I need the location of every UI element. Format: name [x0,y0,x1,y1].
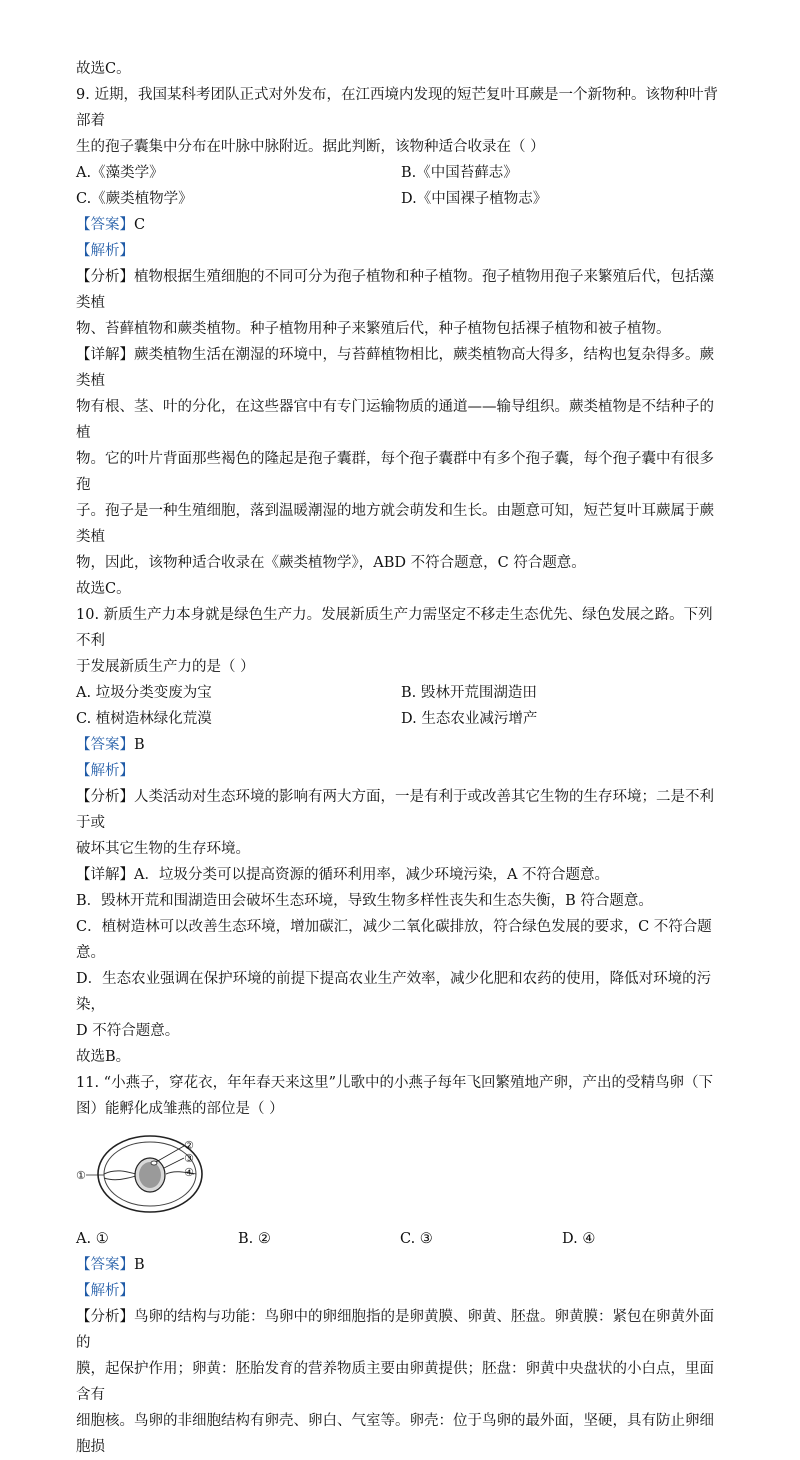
xiangjie-text: 物。它的叶片背面那些褐色的隆起是孢子囊群，每个孢子囊群中有多个孢子囊，每个孢子囊中有很多孢 [76,451,714,493]
conclusion-line: 故选C。 [76,581,131,597]
label-4: ④ [184,1166,194,1179]
option-b: B. 毁林开荒围湖造田 [401,685,537,701]
text-line: 故选C。 [76,61,131,77]
fenxi-tag: 【分析】 [76,789,134,805]
option-d: D.《中国裸子植物志》 [401,191,548,207]
fenxi-text: 人类活动对生态环境的影响有两大方面，一是有利于或改善其它生物的生存环境；二是不利于或 [76,789,714,831]
answer-line [76,732,726,758]
chalaza-left [104,1171,136,1174]
xiangjie-text: B．毁林开荒和围湖造田会破坏生态环境，导致生物多样性丧失和生态失衡，B 符合题意。 [76,893,653,909]
question-11-stem: 图）能孵化成雏燕的部位是（ ） [76,1101,284,1117]
option-c: C. 植树造林绿化荒漠 [76,711,212,727]
xiangjie-line [76,862,726,888]
fenxi-text: 破坏其它生物的生存环境。 [76,841,250,857]
xiangjie-text: D 不符合题意。 [76,1023,180,1039]
question-11-options [76,1226,726,1252]
answer-value: B [134,1257,145,1273]
question-10-options [76,680,726,732]
fenxi-text: 细胞核。鸟卵的非细胞结构有卵壳、卵白、气室等。卵壳：位于鸟卵的最外面，坚硬，具有防止卵细胞损 [76,1413,714,1455]
question-9-stem: 9. 近期，我国某科考团队正式对外发布，在江西境内发现的短芒复叶耳蕨是一个新物种。该物种叶背部着 [76,87,718,129]
option-a: A. 垃圾分类变废为宝 [76,685,212,701]
jiexi-tag: 【解析】 [76,1283,134,1299]
xiangjie-tag: 【详解】 [76,867,134,883]
fenxi-line [76,264,726,316]
option-b: B.《中国苔藓志》 [401,165,518,181]
xiangjie-text: 蕨类植物生活在潮湿的环境中，与苔藓植物相比，蕨类植物高大得多，结构也复杂得多。蕨类植 [76,347,714,389]
label-2: ② [184,1139,194,1152]
bird-egg-figure [76,1128,726,1220]
fenxi-tag: 【分析】 [76,1309,134,1325]
chalaza-left-2 [104,1176,136,1180]
answer-tag: 【答案】 [76,1257,134,1273]
question-9-stem: 生的孢子囊集中分布在叶脉中脉附近。据此判断，该物种适合收录在（ ） [76,139,545,155]
label-3: ③ [184,1152,194,1165]
jiexi-tag: 【解析】 [76,243,134,259]
answer-value: B [134,737,145,753]
option-d: D. 生态农业减污增产 [401,711,538,727]
xiangjie-text: 物有根、茎、叶的分化，在这些器官中有专门运输物质的通道——输导组织。蕨类植物是不结种子的植 [76,399,714,441]
answer-line [76,1252,726,1278]
document-content [76,56,726,1460]
jiexi-tag: 【解析】 [76,763,134,779]
option-a: A.《藻类学》 [76,165,164,181]
answer-tag: 【答案】 [76,737,134,753]
fenxi-tag: 【分析】 [76,269,134,285]
xiangjie-line [76,342,726,394]
question-11-stem: 11. “小燕子，穿花衣，年年春天来这里”儿歌中的小燕子每年飞回繁殖地产卵，产出的受精鸟卵（下 [76,1075,713,1091]
fenxi-line [76,1304,726,1356]
fenxi-text: 物、苔藓植物和蕨类植物。种子植物用种子来繁殖后代，种子植物包括裸子植物和被子植物。 [76,321,671,337]
option-a: A. ① [76,1231,109,1247]
option-c: C.《蕨类植物学》 [76,191,193,207]
fenxi-text: 植物根据生殖细胞的不同可分为孢子植物和种子植物。孢子植物用孢子来繁殖后代，包括藻类植 [76,269,714,311]
xiangjie-tag: 【详解】 [76,347,134,363]
xiangjie-text: 子。孢子是一种生殖细胞，落到温暖潮湿的地方就会萌发和生长。由题意可知，短芒复叶耳蕨属于蕨类植 [76,503,714,545]
fenxi-text: 膜，起保护作用；卵黄：胚胎发育的营养物质主要由卵黄提供；胚盘：卵黄中央盘状的小白点，里面含有 [76,1361,714,1403]
answer-value: C [134,217,146,233]
question-10-stem: 于发展新质生产力的是（ ） [76,659,255,675]
option-d: D. ④ [562,1231,596,1247]
xiangjie-text: D．生态农业强调在保护环境的前提下提高农业生产效率，减少化肥和农药的使用，降低对环境的污染， [76,971,712,1013]
answer-tag: 【答案】 [76,217,134,233]
question-9-options [76,160,726,212]
bird-egg-diagram [76,1128,216,1220]
xiangjie-text: C．植树造林可以改善生态环境，增加碳汇，减少二氧化碳排放，符合绿色发展的要求，C 不符合题意。 [76,919,712,961]
xiangjie-text: 物，因此，该物种适合收录在《蕨类植物学》，ABD 不符合题意，C 符合题意。 [76,555,586,571]
leader-line-3 [164,1158,184,1168]
option-b: B. ② [238,1231,271,1247]
conclusion-line: 故选B。 [76,1049,131,1065]
yolk-inner [139,1162,161,1188]
leader-line-2 [156,1146,184,1162]
label-1: ① [76,1169,86,1182]
option-c: C. ③ [400,1231,433,1247]
answer-line [76,212,726,238]
xiangjie-text: A．垃圾分类可以提高资源的循环利用率，减少环境污染，A 不符合题意。 [134,867,610,883]
question-10-stem: 10. 新质生产力本身就是绿色生产力。发展新质生产力需坚定不移走生态优先、绿色发展之路。下列不利 [76,607,713,649]
fenxi-line [76,784,726,836]
fenxi-text: 鸟卵的结构与功能：鸟卵中的卵细胞指的是卵黄膜、卵黄、胚盘。卵黄膜：紧包在卵黄外面的 [76,1309,714,1351]
